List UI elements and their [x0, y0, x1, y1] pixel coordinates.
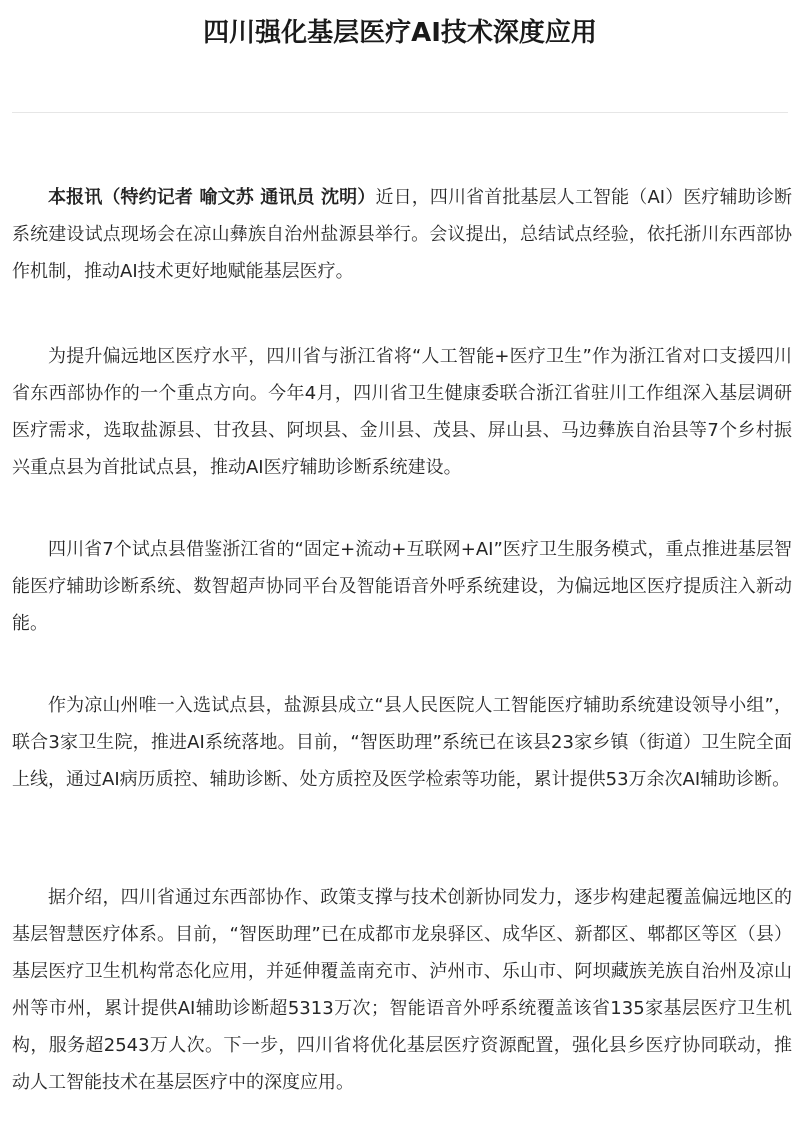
paragraph-1-text: 近日，四川省首批基层人工智能（AI）医疗辅助诊断系统建设试点现场会在凉山彝族自治州盐源县举行。会议提出，总结试点经验，依托浙川东西部协作机制，推动AI技术更好地赋能基层医疗。 — [12, 187, 792, 282]
article-paragraph-2: 为提升偏远地区医疗水平，四川省与浙江省将“人工智能+医疗卫生”作为浙江省对口支援四川省东西部协作的一个重点方向。今年4月，四川省卫生健康委联合浙江省驻川工作组深入基层调研医疗需求，选取盐源县、甘孜县、阿坝县、金川县、茂县、屏山县、马边彝族自治县等7个乡村振兴重点县为首批试点县，推动AI医疗辅助诊断系统建设。 — [12, 346, 792, 478]
article-paragraph-5: 据介绍，四川省通过东西部协作、政策支撑与技术创新协同发力，逐步构建起覆盖偏远地区的基层智慧医疗体系。目前，“智医助理”已在成都市龙泉驿区、成华区、新都区、郫都区等区（县）基层医疗卫生机构常态化应用，并延伸覆盖南充市、泸州市、乐山市、阿坝藏族羌族自治州及凉山州等市州，累计提供AI辅助诊断超5313万次；智能语音外呼系统覆盖该省135家基层医疗卫生机构，服务超2543万人次。下一步，四川省将优化基层医疗资源配置，强化县乡医疗协同联动，推动人工智能技术在基层医疗中的深度应用。 — [12, 887, 792, 1093]
article-headline: 四川强化基层医疗AI技术深度应用 — [203, 18, 597, 48]
article-paragraph-1 — [12, 179, 792, 290]
article-byline: 本报讯（特约记者 喻文苏 通讯员 沈明） — [48, 187, 376, 208]
headline-divider — [12, 112, 788, 113]
article-paragraph-4: 作为凉山州唯一入选试点县，盐源县成立“县人民医院人工智能医疗辅助系统建设领导小组”，联合3家卫生院，推进AI系统落地。目前，“智医助理”系统已在该县23家乡镇（街道）卫生院全面上线，通过AI病历质控、辅助诊断、处方质控及医学检索等功能，累计提供53万余次AI辅助诊断。 — [12, 695, 792, 790]
article-paragraph-3: 四川省7个试点县借鉴浙江省的“固定+流动+互联网+AI”医疗卫生服务模式，重点推进基层智能医疗辅助诊断系统、数智超声协同平台及智能语音外呼系统建设，为偏远地区医疗提质注入新动能。 — [12, 539, 792, 634]
